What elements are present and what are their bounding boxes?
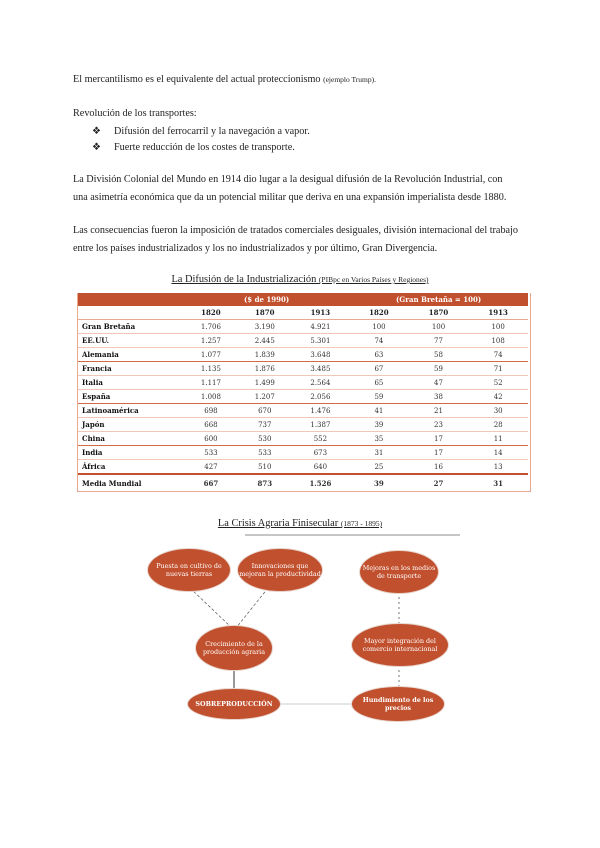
cell: 25: [349, 460, 409, 475]
cell: 14: [468, 446, 528, 460]
cell: 52: [468, 376, 528, 390]
cell: 74: [468, 348, 528, 362]
row-label: China: [78, 432, 184, 446]
node-mejoras-transporte: Mejoras en los medios de transporte: [360, 551, 438, 593]
cell: 873: [257, 479, 273, 488]
cell: 2.056: [292, 390, 349, 404]
cell: 5.301: [292, 334, 349, 348]
row-label: Latinoamérica: [78, 404, 184, 418]
cell: 108: [468, 334, 528, 348]
row-label: Italia: [78, 376, 184, 390]
mercantilismo-note: (ejemplo Trump).: [323, 75, 376, 84]
cell: 42: [468, 390, 528, 404]
cell: 17: [409, 432, 469, 446]
cell: 3.648: [292, 348, 349, 362]
cell: 31: [349, 446, 409, 460]
cell: 63: [349, 348, 409, 362]
cell: 3.485: [292, 362, 349, 376]
cell: 1.117: [184, 376, 238, 390]
row-label: Media Mundial: [82, 479, 142, 488]
year-header: 1870: [409, 306, 469, 320]
node-hundimiento-precios: Hundimiento de los precios: [352, 687, 444, 721]
cell: 668: [184, 418, 238, 432]
row-label: Francia: [78, 362, 184, 376]
cell: 13: [468, 460, 528, 475]
cell: 16: [409, 460, 469, 475]
node-puesta-en-cultivo: Puesta en cultivo de nuevas tierras: [148, 549, 230, 591]
cell: 673: [292, 446, 349, 460]
bullet-text: Fuerte reducción de los costes de transporte.: [114, 142, 295, 153]
cell: 1.499: [238, 376, 292, 390]
cell: 31: [493, 479, 504, 488]
cell: 552: [292, 432, 349, 446]
node-crecimiento-produccion: Crecimiento de la producción agraria: [196, 626, 272, 670]
row-label: EE.UU.: [78, 334, 184, 348]
cell: 67: [349, 362, 409, 376]
consecuencias-line1: Las consecuencias fueron la imposición de tratados comerciales desiguales, división internacional del trabajo: [73, 225, 518, 236]
row-label: Japón: [78, 418, 184, 432]
cell: 47: [409, 376, 469, 390]
table-caption-note: (PIBpc en Varios Países y Regiones): [318, 275, 429, 284]
cell: 1.135: [184, 362, 238, 376]
diagram-caption-note: (1873 - 1895): [340, 519, 383, 528]
cell: 21: [409, 404, 469, 418]
row-label: Alemania: [78, 348, 184, 362]
cell: 1.008: [184, 390, 238, 404]
cell: 667: [203, 479, 219, 488]
diamond-bullet-icon: ❖: [92, 126, 101, 137]
cell: 41: [349, 404, 409, 418]
cell: 1.476: [292, 404, 349, 418]
cell: 1.526: [309, 479, 332, 488]
cell: 427: [184, 460, 238, 475]
group-header-dollars: ($ de 1990): [243, 295, 290, 304]
cell: 4.921: [292, 320, 349, 334]
table-caption-title: La Difusión de la Industrialización: [171, 274, 319, 285]
cell: 737: [238, 418, 292, 432]
cell: 74: [349, 334, 409, 348]
cell: 1.387: [292, 418, 349, 432]
cell: 1.839: [238, 348, 292, 362]
cell: 39: [349, 418, 409, 432]
year-header: 1870: [238, 306, 292, 320]
year-header: 1820: [184, 306, 238, 320]
cell: 59: [349, 390, 409, 404]
division-colonial-line1: La División Colonial del Mundo en 1914 dio lugar a la desigual difusión de la Revolución Industrial, con: [73, 174, 503, 185]
cell: 28: [468, 418, 528, 432]
consecuencias-line2: entre los países industrializados y los no industrializados y por último, Gran Divergencia.: [73, 243, 438, 254]
cell: 530: [238, 432, 292, 446]
bullet-text: Difusión del ferrocarril y la navegación a vapor.: [114, 126, 310, 137]
cell: 2.564: [292, 376, 349, 390]
cell: 600: [184, 432, 238, 446]
cell: 27: [433, 479, 444, 488]
cell: 1.257: [184, 334, 238, 348]
division-colonial-line2: una asimetría económica que da un potencial militar que deriva en una expansión imperialista desde 1880.: [73, 192, 507, 203]
cell: 1.207: [238, 390, 292, 404]
mercantilismo-text: El mercantilismo es el equivalente del actual proteccionismo: [73, 74, 324, 85]
cell: 533: [184, 446, 238, 460]
cell: 1.876: [238, 362, 292, 376]
year-header: 1913: [292, 306, 349, 320]
cell: 65: [349, 376, 409, 390]
cell: 698: [184, 404, 238, 418]
cell: 670: [238, 404, 292, 418]
cell: 100: [468, 320, 528, 334]
cell: 3.190: [238, 320, 292, 334]
node-integracion-comercio: Mayor integración del comercio internacional: [352, 624, 448, 666]
cell: 640: [292, 460, 349, 475]
cell: 35: [349, 432, 409, 446]
row-label: India: [78, 446, 184, 460]
cell: 11: [468, 432, 528, 446]
cell: 17: [409, 446, 469, 460]
year-header: 1913: [468, 306, 528, 320]
cell: 1.077: [184, 348, 238, 362]
cell: 58: [409, 348, 469, 362]
cell: 533: [238, 446, 292, 460]
node-sobreproduccion: SOBREPRODUCCIÓN: [188, 689, 280, 719]
node-innovaciones: Innovaciones que mejoran la productividad: [238, 549, 322, 591]
cell: 59: [409, 362, 469, 376]
cell: 30: [468, 404, 528, 418]
group-header-gb-index: (Gran Bretaña = 100): [395, 295, 482, 304]
cell: 38: [409, 390, 469, 404]
cell: 39: [374, 479, 384, 488]
cell: 2.445: [238, 334, 292, 348]
row-label: España: [78, 390, 184, 404]
row-label: Gran Bretaña: [78, 320, 184, 334]
cell: 23: [409, 418, 469, 432]
year-header: 1820: [349, 306, 409, 320]
diamond-bullet-icon: ❖: [92, 142, 101, 153]
cell: 100: [349, 320, 409, 334]
cell: 100: [409, 320, 469, 334]
cell: 71: [468, 362, 528, 376]
revolucion-heading: Revolución de los transportes:: [73, 108, 197, 119]
cell: 510: [238, 460, 292, 475]
row-label: África: [78, 460, 184, 475]
cell: 77: [409, 334, 469, 348]
diagram-caption-title: La Crisis Agraria Finisecular: [217, 518, 341, 529]
cell: 1.706: [184, 320, 238, 334]
